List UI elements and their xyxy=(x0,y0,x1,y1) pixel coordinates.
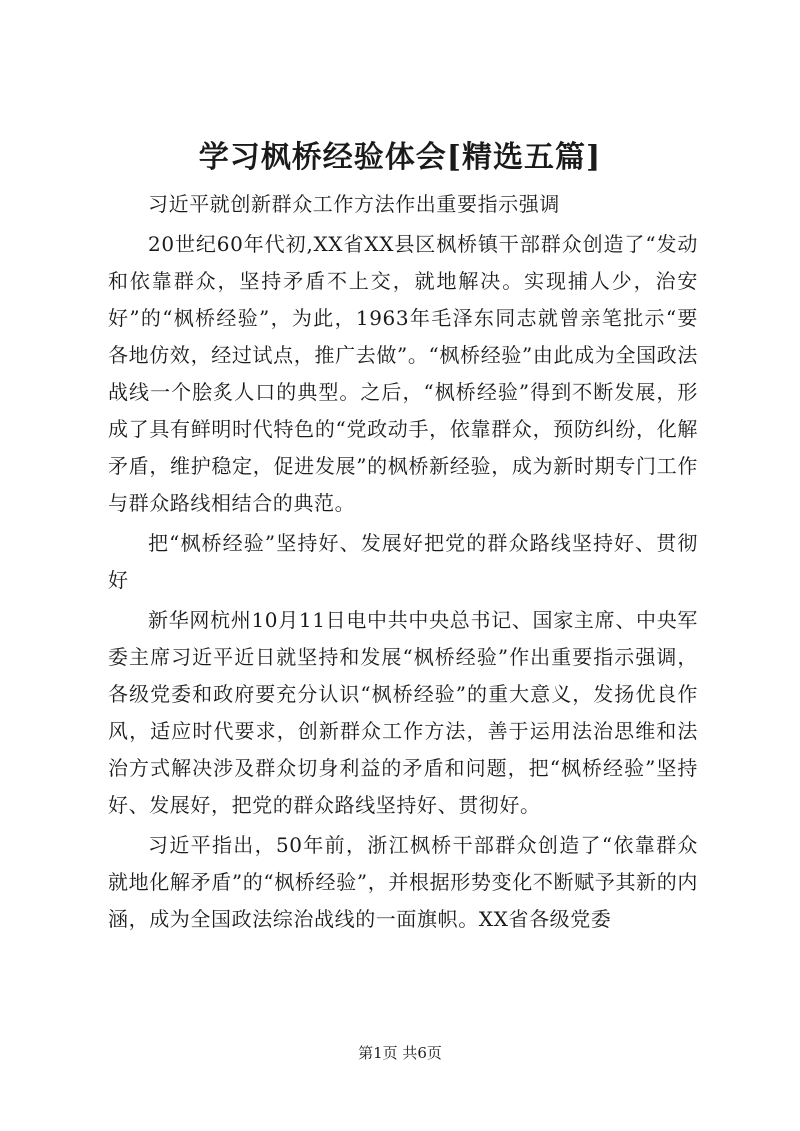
paragraph-2: 新华网杭州10月11日电中共中央总书记、国家主席、中央军委主席习近平近日就坚持和发展“枫桥经验”作出重要指示强调，各级党委和政府要充分认识“枫桥经验”的重大意义，发扬优良作风，适应时代要求，创新群众工作方法，善于运用法治思维和法治方式解决涉及群众切身利益的矛盾和问题，把“枫桥经验”坚持好、发展好，把党的群众路线坚持好、贯彻好。 xyxy=(108,608,698,817)
paragraph-heading-2: 把“枫桥经验”坚持好、发展好把党的群众路线坚持好、贯彻好 xyxy=(108,531,698,592)
paragraph-heading-1: 习近平就创新群众工作方法作出重要指示强调 xyxy=(148,192,560,216)
document-title: 学习枫桥经验体会[精选五篇] xyxy=(198,140,602,175)
paragraph-1: 20世纪60年代初,XX省XX县区枫桥镇干部群众创造了“发动和依靠群众，坚持矛盾不上交，就地解决。实现捕人少，治安好”的“枫桥经验”，为此，1963年毛泽东同志就曾亲笔批示“要各地仿效，经过试点，推广去做”。“枫桥经验”由此成为全国政法战线一个脍炙人口的典型。之后，“枫桥经验”得到不断发展，形成了具有鲜明时代特色的“党政动手，依靠群众，预防纠纷，化解矛盾，维护稳定，促进发展”的枫桥新经验，成为新时期专门工作与群众路线相结合的典范。 xyxy=(108,232,698,515)
paragraph-3: 习近平指出，50年前，浙江枫桥干部群众创造了“依靠群众就地化解矛盾”的“枫桥经验”，并根据形势变化不断赋予其新的内涵，成为全国政法综治战线的一面旗帜。XX省各级党委 xyxy=(108,833,698,931)
page-footer: 第1页 共6页 xyxy=(358,1044,442,1062)
document-body xyxy=(108,186,698,938)
